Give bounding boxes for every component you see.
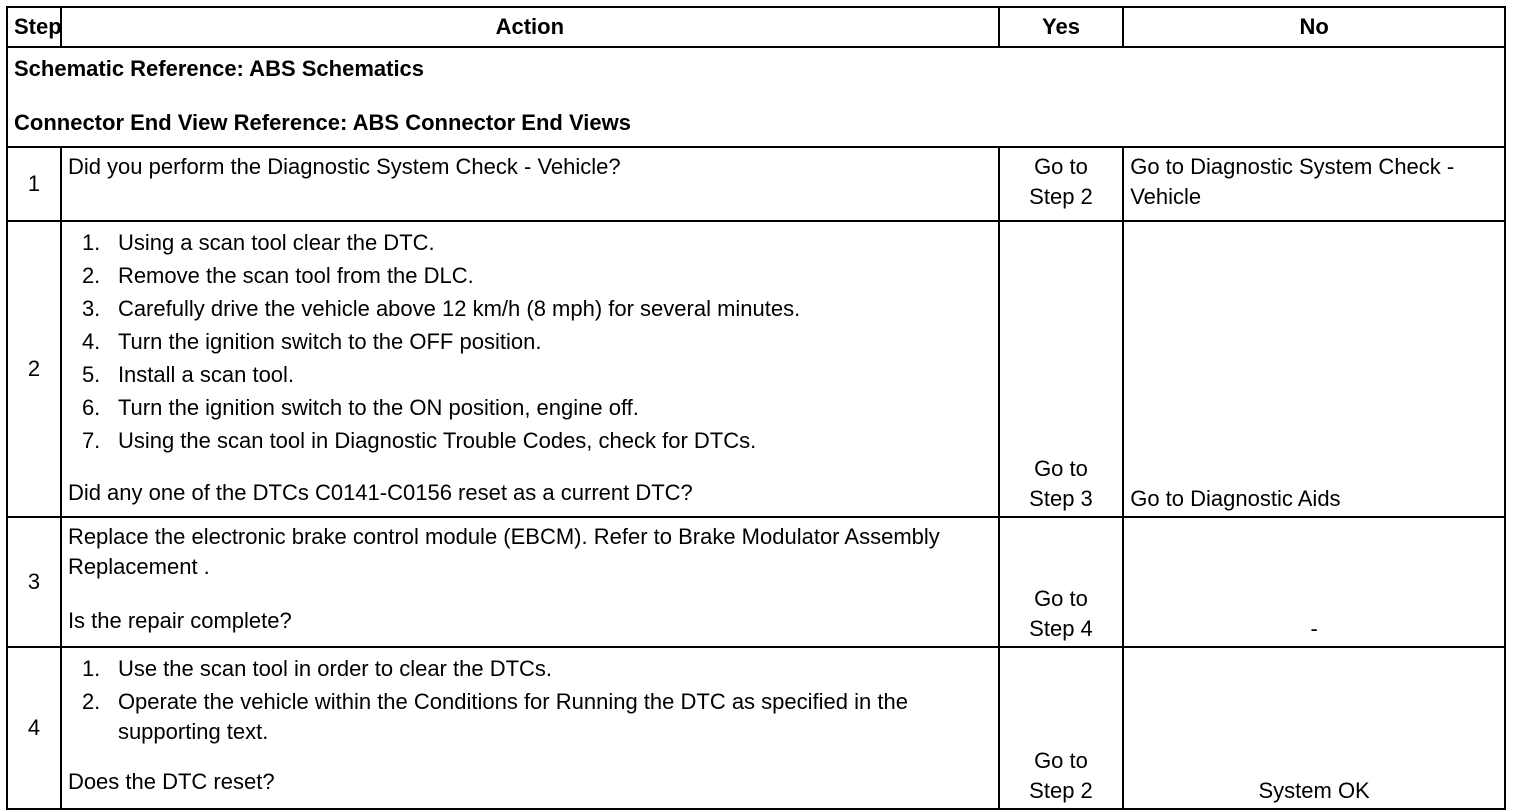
item-number: 2.: [81, 689, 101, 714]
list-item: [82, 652, 992, 685]
step-number: 1: [7, 147, 61, 221]
item-text: Install a scan tool.: [117, 362, 295, 387]
action-question: Did you perform the Diagnostic System Check - Vehicle?: [67, 154, 621, 179]
item-number: 3.: [81, 296, 101, 321]
schematic-reference: Schematic Reference: ABS Schematics: [14, 56, 425, 81]
action-question: Did any one of the DTCs C0141-C0156 reset as a current DTC?: [67, 480, 693, 505]
no-cell: -: [1123, 517, 1505, 647]
list-item: [82, 685, 992, 747]
yes-cell: [999, 147, 1123, 221]
action-cell: [61, 147, 999, 221]
item-number: 7.: [81, 428, 101, 453]
list-item: [82, 391, 992, 424]
header-no: No: [1123, 7, 1505, 47]
action-cell: [61, 221, 999, 517]
instruction-list: [68, 652, 992, 747]
yes-step: Step 3: [1029, 486, 1093, 511]
step-number: 4: [7, 647, 61, 809]
action-question: Is the repair complete?: [67, 608, 292, 633]
table-row: [7, 147, 1505, 221]
step-number: 3: [7, 517, 61, 647]
item-number: 4.: [81, 329, 101, 354]
item-text: Turn the ignition switch to the ON position, engine off.: [117, 395, 639, 420]
yes-step: Step 4: [1029, 616, 1093, 641]
list-item: [82, 325, 992, 358]
header-yes: Yes: [999, 7, 1123, 47]
yes-step: Step 2: [1029, 778, 1093, 803]
table-row: [7, 647, 1505, 809]
item-number: 6.: [81, 395, 101, 420]
instruction-list: [68, 226, 992, 457]
yes-cell: [999, 647, 1123, 809]
yes-goto: Go to: [1034, 748, 1088, 773]
item-number: 1.: [81, 230, 101, 255]
diagnostic-table: [6, 6, 1506, 810]
list-item: [82, 226, 992, 259]
yes-cell: [999, 517, 1123, 647]
item-text: Use the scan tool in order to clear the DTCs.: [117, 656, 553, 681]
table-row: [7, 221, 1505, 517]
list-item: [82, 358, 992, 391]
list-item: [82, 259, 992, 292]
item-text: Using a scan tool clear the DTC.: [117, 230, 435, 255]
item-text: Remove the scan tool from the DLC.: [117, 263, 474, 288]
connector-reference: Connector End View Reference: ABS Connector End Views: [14, 110, 631, 135]
no-cell: Go to Diagnostic Aids: [1123, 221, 1505, 517]
yes-goto: Go to: [1034, 456, 1088, 481]
item-text: Carefully drive the vehicle above 12 km/h (8 mph) for several minutes.: [117, 296, 801, 321]
header-row: [7, 7, 1505, 47]
action-question: Does the DTC reset?: [67, 769, 275, 794]
no-cell: Go to Diagnostic System Check - Vehicle: [1123, 147, 1505, 221]
yes-goto: Go to: [1034, 154, 1088, 179]
reference-row: [7, 47, 1505, 147]
table-row: [7, 517, 1505, 647]
step-number: 2: [7, 221, 61, 517]
action-cell: [61, 647, 999, 809]
item-text: Using the scan tool in Diagnostic Trouble Codes, check for DTCs.: [117, 428, 757, 453]
yes-goto: Go to: [1034, 586, 1088, 611]
item-number: 1.: [81, 656, 101, 681]
item-number: 5.: [81, 362, 101, 387]
header-action: Action: [61, 7, 999, 47]
list-item: [82, 292, 992, 325]
item-number: 2.: [81, 263, 101, 288]
action-cell: [61, 517, 999, 647]
action-instruction: Replace the electronic brake control module (EBCM). Refer to Brake Modulator Assembly Replacement .: [67, 524, 940, 579]
no-cell: System OK: [1123, 647, 1505, 809]
item-text: Turn the ignition switch to the OFF position.: [117, 329, 542, 354]
header-step: Step: [7, 7, 61, 47]
yes-step: Step 2: [1029, 184, 1093, 209]
reference-cell: [7, 47, 1505, 147]
yes-cell: [999, 221, 1123, 517]
item-text: Operate the vehicle within the Conditions for Running the DTC as specified in the supporting text.: [117, 689, 908, 744]
list-item: [82, 424, 992, 457]
